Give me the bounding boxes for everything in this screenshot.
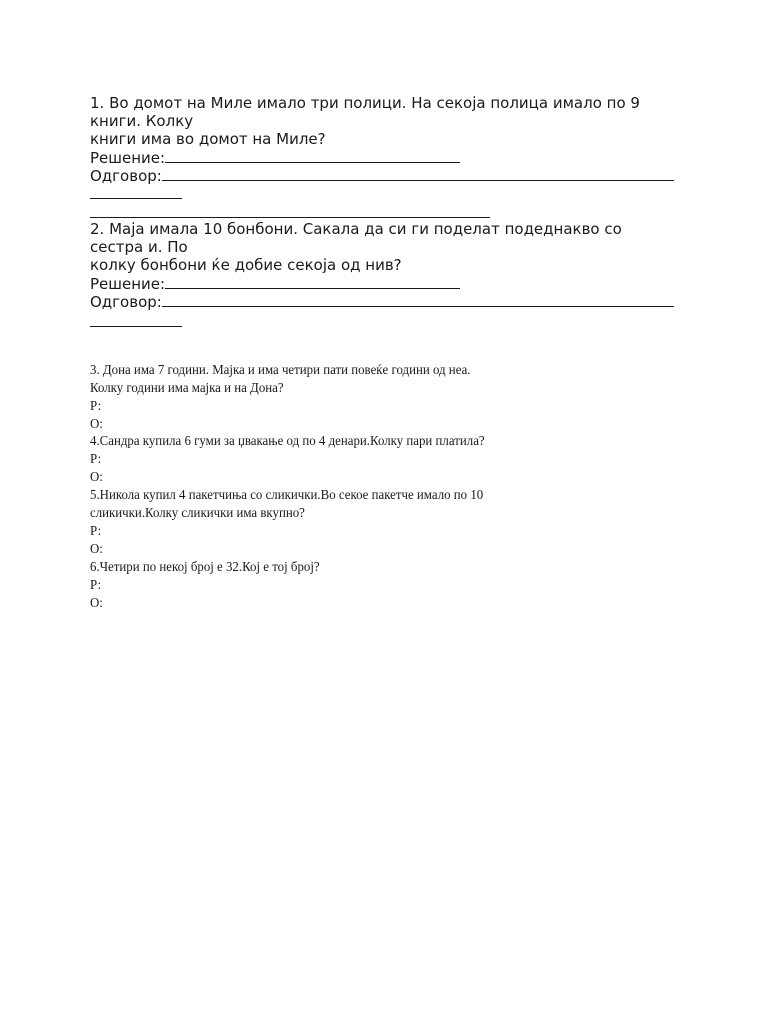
q2-answer-label: Одговор: [90, 293, 162, 311]
q3-line-2: Колку години има мајка и на Дона? [90, 381, 284, 396]
q2-answer-row [90, 292, 674, 311]
q5-o-label: О: [90, 542, 103, 557]
q1-answer-blank [162, 166, 674, 181]
q1-answer-row [90, 166, 674, 185]
q2-solution-label: Решение: [90, 275, 166, 293]
q5-line-1: 5.Никола купил 4 пакетчиња со сликички.Во секое пакетче имало по 10 [90, 488, 484, 503]
q1-line-3: книги има во домот на Миле? [90, 130, 326, 148]
q3-line-1: 3. Дона има 7 години. Мајка и има четири пати повеќе години од неа. [90, 363, 471, 378]
q4-line-1: 4.Сандра купила 6 гуми за џвакање од по 4 денари.Колку пари платила? [90, 434, 485, 449]
q2-solution-row [90, 274, 460, 293]
q1-answer-label: Одговор: [90, 167, 162, 185]
q1-line-2: книги. Колку [90, 112, 194, 130]
q2-solution-blank [165, 274, 460, 289]
q2-line-1: 2. Маја имала 10 бонбони. Сакала да си ги поделат подеднакво со [90, 220, 622, 238]
q5-r-label: Р: [90, 524, 102, 539]
q6-r-label: Р: [90, 578, 102, 593]
q2-line-3: колку бонбони ќе добие секоја од нив? [90, 256, 402, 274]
q2-line-2: сестра и. По [90, 238, 188, 256]
separator-line [90, 217, 490, 218]
q1-solution-row [90, 148, 460, 167]
q5-line-2: сликички.Колку сликички има вкупно? [90, 506, 305, 521]
q2-answer-blank [162, 292, 674, 307]
q3-o-label: О: [90, 417, 103, 432]
q4-o-label: О: [90, 470, 103, 485]
q1-solution-label: Решение: [90, 149, 166, 167]
q6-line-1: 6.Четири по некој број е 32.Кој е тој број? [90, 560, 320, 575]
q3-r-label: Р: [90, 399, 102, 414]
q1-line-1: 1. Во домот на Миле имало три полици. На секоја полица имало по 9 [90, 94, 640, 112]
q1-solution-blank [165, 148, 460, 163]
q4-r-label: Р: [90, 452, 102, 467]
q1-answer-blank-continued [90, 198, 182, 199]
q2-answer-blank-continued [90, 326, 182, 327]
q6-o-label: О: [90, 596, 103, 611]
